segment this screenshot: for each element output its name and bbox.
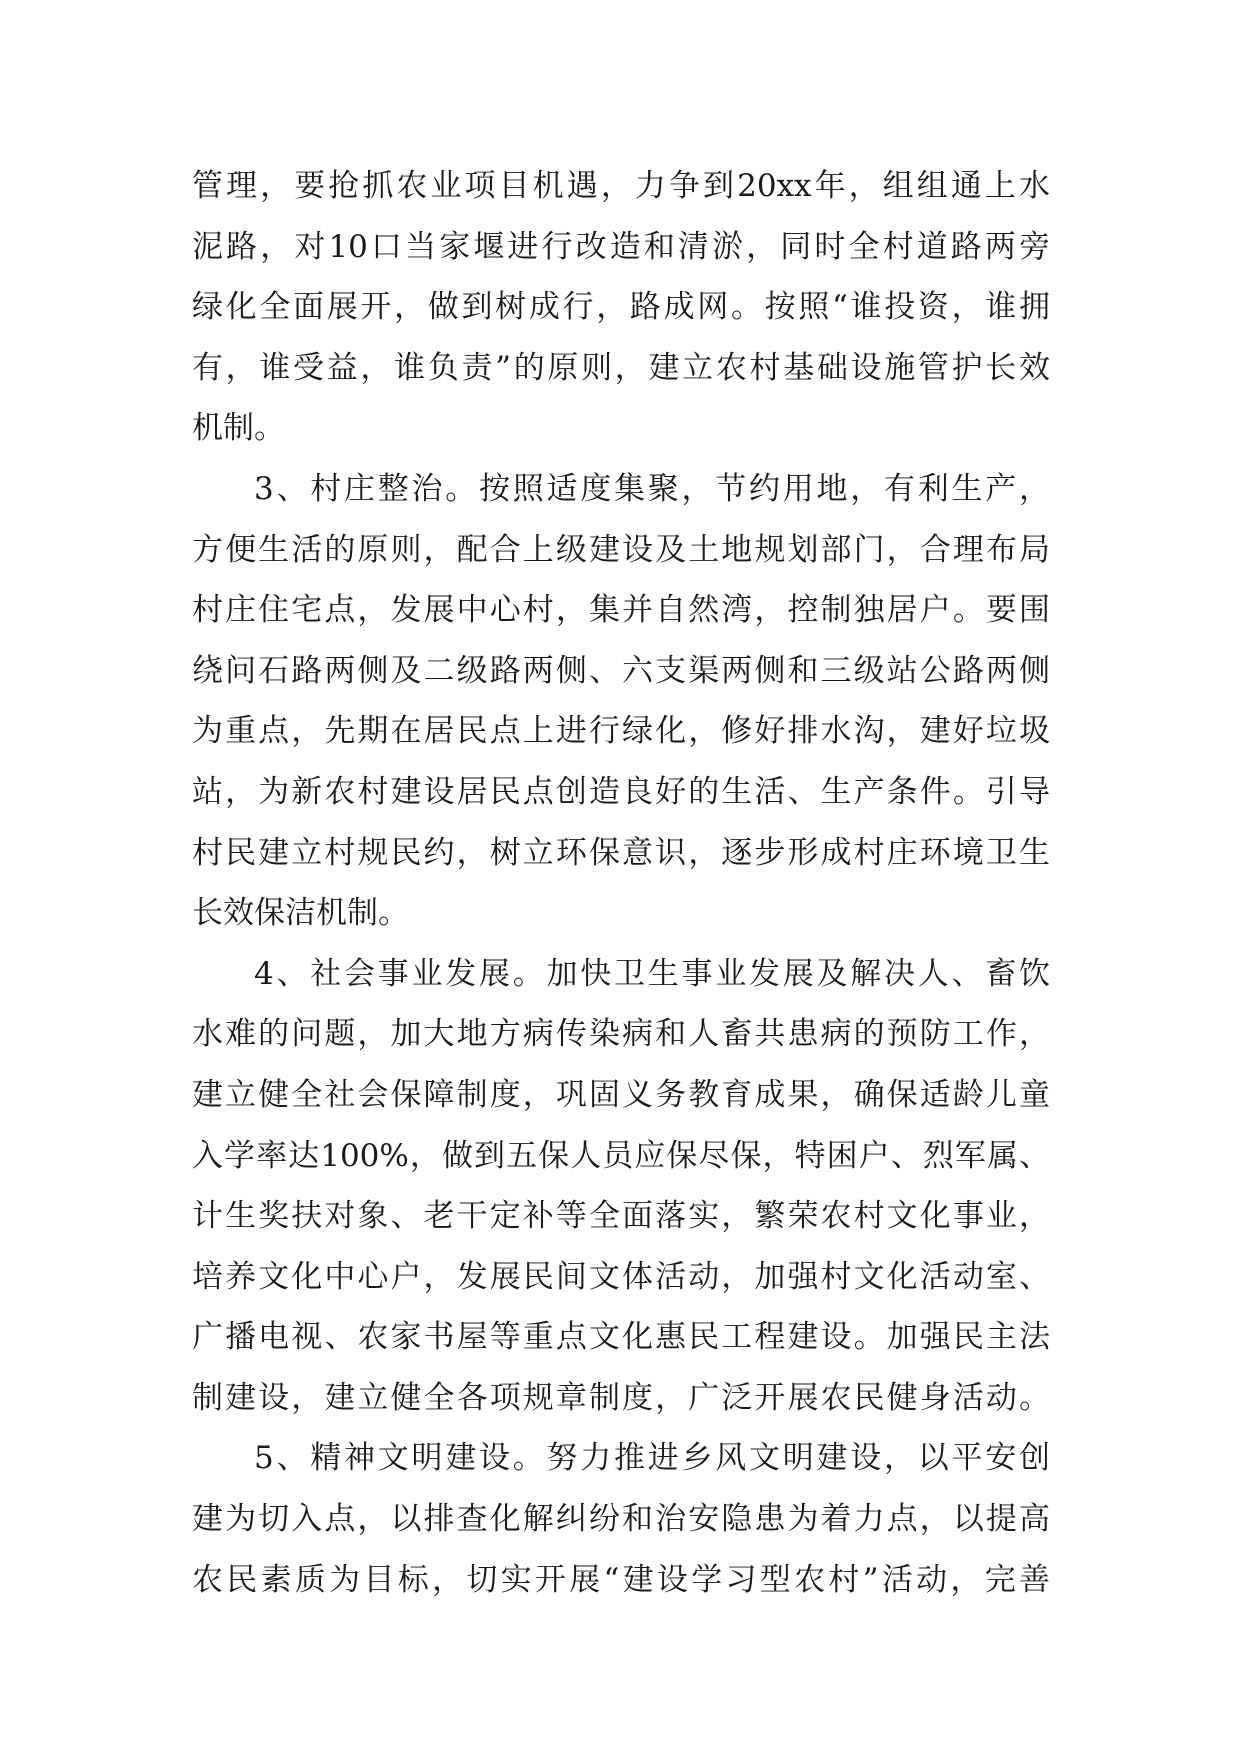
text-line: 长效保洁机制。 <box>192 895 409 932</box>
text-line: 绿化全面展开，做到树成行，路成网。按照“谁投资，谁拥 <box>192 289 1050 326</box>
text-line: 站，为新农村建设居民点创造良好的生活、生产条件。引导 <box>192 773 1050 810</box>
text-line: 计生奖扶对象、老干定补等全面落实，繁荣农村文化事业， <box>192 1198 1050 1235</box>
paragraph-first-line: 3、村庄整治。按照适度集聚，节约用地，有利生产， <box>254 470 1050 507</box>
text-line: 村民建立村规民约，树立环保意识，逐步形成村庄环境卫生 <box>192 834 1050 871</box>
text-line: 农民素质为目标，切实开展“建设学习型农村”活动，完善 <box>192 1561 1050 1598</box>
text-line: 管理，要抢抓农业项目机遇，力争到20xx年，组组通上水 <box>192 168 1050 204</box>
paragraph-first-line: 5、精神文明建设。努力推进乡风文明建设，以平安创 <box>254 1440 1050 1477</box>
text-line: 村庄住宅点，发展中心村，集并自然湾，控制独居户。要围 <box>192 592 1050 629</box>
text-line: 建为切入点，以排查化解纠纷和治安隐患为着力点，以提高 <box>192 1501 1050 1538</box>
text-line: 方便生活的原则，配合上级建设及土地规划部门，合理布局 <box>192 531 1050 568</box>
text-line: 建立健全社会保障制度，巩固义务教育成果，确保适龄儿童 <box>192 1076 1050 1113</box>
text-line: 绕问石路两侧及二级路两侧、六支渠两侧和三级站公路两侧 <box>192 652 1050 689</box>
text-line: 制建设，建立健全各项规章制度，广泛开展农民健身活动。 <box>192 1379 1050 1416</box>
text-line: 泥路，对10口当家堰进行改造和清淤，同时全村道路两旁 <box>192 228 1050 265</box>
text-line: 有，谁受益，谁负责”的原则，建立农村基础设施管护长效 <box>192 349 1050 386</box>
text-line: 广播电视、农家书屋等重点文化惠民工程建设。加强民主法 <box>192 1319 1050 1356</box>
document-body <box>192 156 1050 1610</box>
text-line: 水难的问题，加大地方病传染病和人畜共患病的预防工作， <box>192 1016 1050 1053</box>
text-line: 机制。 <box>192 410 285 447</box>
paragraph-first-line: 4、社会事业发展。加快卫生事业发展及解决人、畜饮 <box>254 955 1050 992</box>
text-line: 培养文化中心户，发展民间文体活动，加强村文化活动室、 <box>192 1258 1050 1295</box>
text-line: 入学率达100%，做到五保人员应保尽保，特困户、烈军属、 <box>192 1137 1050 1174</box>
text-line: 为重点，先期在居民点上进行绿化，修好排水沟，建好垃圾 <box>192 713 1050 750</box>
